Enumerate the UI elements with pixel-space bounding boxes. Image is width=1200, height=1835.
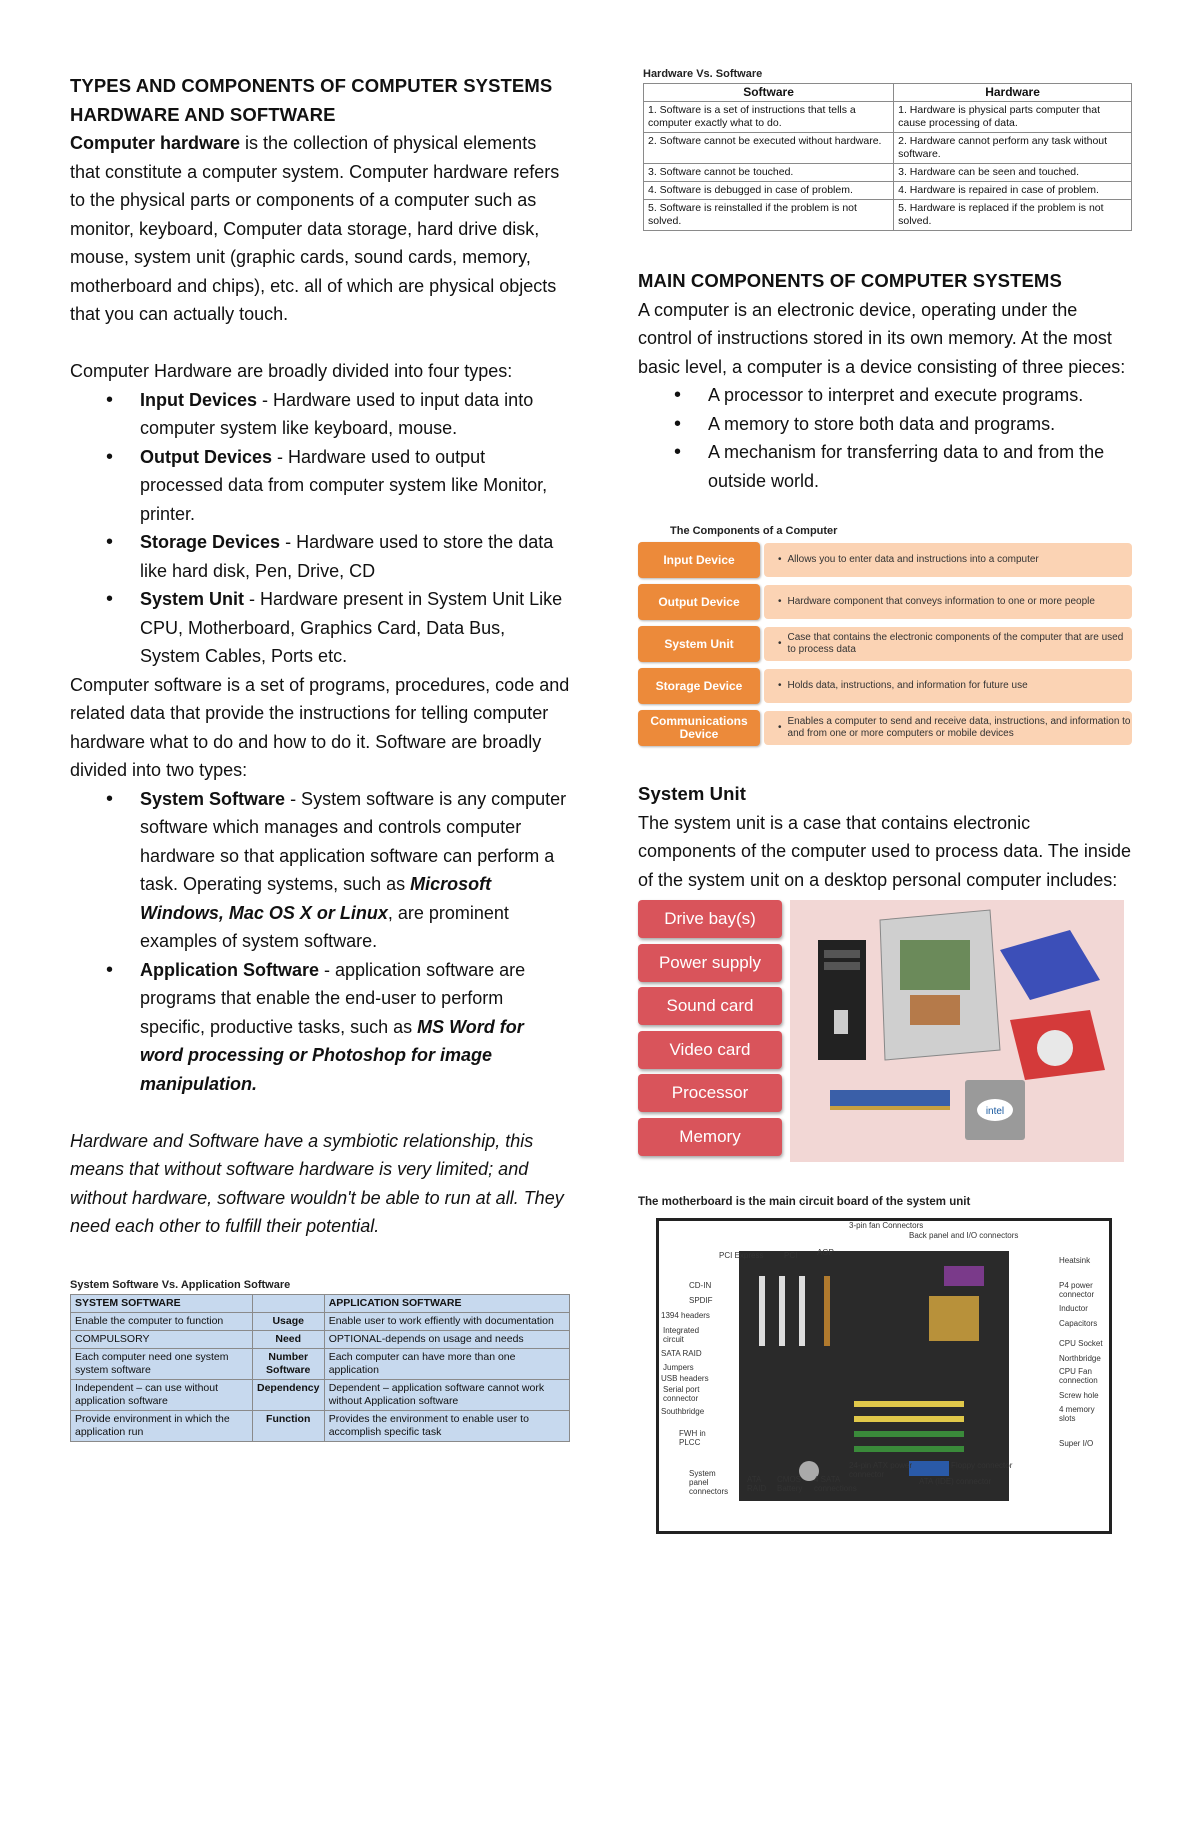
component-row	[638, 584, 1132, 620]
table-row	[71, 1379, 570, 1410]
system-unit-paragraph: The system unit is a case that contains electronic components of the computer used to process data. The inside of the system unit on a desktop personal computer includes:	[638, 812, 1131, 890]
list-item-term: Storage Devices	[140, 532, 281, 552]
component-name: System Unit	[638, 626, 760, 662]
table-cell: 3. Software cannot be touched.	[644, 164, 894, 182]
table-cell: Provides the environment to enable user to accomplish specific task	[324, 1410, 569, 1441]
table-row	[71, 1348, 570, 1379]
system-unit-photo	[790, 900, 1124, 1162]
list-item: • A mechanism for transferring data to and from the outside world.	[674, 438, 1132, 495]
memory-stick-shape	[830, 1090, 950, 1106]
mb-label: Back panel and I/O connectors	[909, 1231, 1019, 1240]
table-row	[71, 1330, 570, 1348]
mb-label: SATA RAID	[661, 1349, 702, 1358]
sound-card-shape	[1000, 930, 1100, 1000]
software-types-list	[106, 785, 570, 1099]
mb-label: 3-pin fan Connectors	[849, 1221, 924, 1230]
list-item	[106, 386, 570, 443]
table-row	[644, 133, 1132, 164]
table-cell: 1. Software is a set of instructions that tells a computer exactly what to do.	[644, 102, 894, 133]
right-column	[638, 68, 1132, 1534]
list-item	[106, 956, 570, 1099]
mb-label: ATA (IDE) connector	[919, 1477, 992, 1486]
table-cell: Number Software	[252, 1348, 324, 1379]
system-unit-item: Sound card	[638, 987, 782, 1025]
system-unit-title: System Unit	[638, 783, 747, 804]
component-desc: • Enables a computer to send and receive data, instructions, and information to and from one or more computers or mobile devices	[764, 711, 1132, 745]
table-cell: Dependent – application software cannot work without Application software	[324, 1379, 569, 1410]
symbiosis-paragraph: Hardware and Software have a symbiotic relationship, this means that without software hardware is very limited; and without hardware, software wouldn't be able to run at all. They need each other to fulfill their potential.	[70, 1130, 564, 1236]
mb-label: 1394 headers	[661, 1311, 710, 1320]
mb-label: 24-pin ATX power connector	[849, 1461, 912, 1479]
component-row	[638, 710, 1132, 746]
list-item	[106, 528, 570, 585]
table-caption: Hardware Vs. Software	[643, 68, 763, 80]
list-item-term: Application Software	[140, 959, 320, 980]
mb-label: Serial port connector	[663, 1385, 700, 1403]
list-item	[106, 785, 570, 956]
table-header-cell	[252, 1294, 324, 1312]
component-name: Storage Device	[638, 668, 760, 704]
system-unit-item: Memory	[638, 1118, 782, 1156]
main-components-list	[674, 381, 1132, 495]
mb-label: FWH in PLCC	[679, 1429, 706, 1447]
system-unit-item: Power supply	[638, 944, 782, 982]
table-header-row	[644, 84, 1132, 102]
table-cell: 4. Software is debugged in case of problem.	[644, 182, 894, 200]
mb-label: Inductor	[1059, 1304, 1088, 1313]
system-unit-graphic	[638, 900, 1132, 1162]
component-row	[638, 626, 1132, 662]
table-header-row	[71, 1294, 570, 1312]
hardware-definition-text: is the collection of physical elements that constitute a computer system. Computer hardware refers to the physical parts or components of a computer such as monitor, keyboard, Computer data storage, hard drive disk, mouse, system unit (graphic cards, sound cards, memory, motherboard and chips), etc. all of which are physical objects that you can actually touch.	[70, 133, 560, 324]
component-desc-text: Case that contains the electronic components of the computer that are used to process data	[787, 632, 1124, 655]
mb-label: CPU Fan connection	[1059, 1367, 1098, 1385]
hardware-vs-software-table	[643, 83, 1132, 231]
mb-label: Integrated circuit	[663, 1326, 700, 1344]
motherboard-figure	[656, 1218, 1112, 1534]
table-header-cell: Software	[644, 84, 894, 102]
system-unit-items	[638, 900, 782, 1162]
list-item: • A processor to interpret and execute programs.	[674, 381, 1132, 410]
table-cell: Dependency	[252, 1379, 324, 1410]
mb-label: System panel connectors	[689, 1469, 729, 1496]
list-item: • A memory to store both data and programs.	[674, 410, 1132, 439]
mb-label: CD-IN	[689, 1281, 712, 1290]
table-cell: Enable the computer to function	[71, 1312, 253, 1330]
list-item-emphasis: MS Word for word processing or Photoshop for image manipulation.	[140, 1016, 524, 1094]
list-item-desc: - application software are programs that enable the end-user to perform specific, productive tasks, such as	[140, 959, 526, 1037]
component-desc-text: Allows you to enter data and instructions into a computer	[787, 554, 1039, 565]
table-cell: COMPULSORY	[71, 1330, 253, 1348]
table-cell: 4. Hardware is repaired in case of problem.	[894, 182, 1132, 200]
mb-label: 4 memory slots	[1059, 1405, 1095, 1423]
hardware-definition	[70, 129, 570, 329]
list-item-term: Input Devices	[140, 389, 258, 410]
component-desc-text: Holds data, instructions, and information for future use	[787, 680, 1028, 691]
mb-label: P4 power connector	[1059, 1281, 1095, 1299]
mb-label: ATA RAID	[747, 1475, 767, 1493]
table-cell: 5. Software is reinstalled if the problem is not solved.	[644, 200, 894, 231]
table-cell: Each computer need one system system software	[71, 1348, 253, 1379]
component-desc: • Allows you to enter data and instructions into a computer	[764, 543, 1132, 577]
table-cell: 2. Hardware cannot perform any task without software.	[894, 133, 1132, 164]
table-row	[71, 1312, 570, 1330]
list-item-desc: - Hardware used to store the data like hard disk, Pen, Drive, CD	[140, 532, 554, 581]
table-row	[644, 102, 1132, 133]
table-cell: OPTIONAL-depends on usage and needs	[324, 1330, 569, 1348]
list-item-term: Output Devices	[140, 446, 273, 467]
software-definition: Computer software is a set of programs, procedures, code and related data that provide the instructions for telling computer hardware what to do and how to do it. Software are broadly divided into two types:	[70, 674, 570, 780]
system-vs-application-table-block	[70, 1279, 570, 1442]
table-row	[644, 182, 1132, 200]
page-title-2: HARDWARE AND SOFTWARE	[70, 103, 336, 125]
computer-parts-illustration	[790, 900, 1124, 1162]
table-row	[71, 1410, 570, 1441]
component-desc-text: Enables a computer to send and receive data, instructions, and information to and from one or more computers or mobile devices	[787, 716, 1131, 739]
list-item-desc: - Hardware used to input data into computer system like keyboard, mouse.	[140, 389, 534, 438]
mb-label: Super I/O	[1059, 1439, 1094, 1448]
svg-text:intel: intel	[985, 1106, 1005, 1117]
mb-label: Jumpers	[663, 1363, 694, 1372]
main-components-paragraph: A computer is an electronic device, operating under the control of instructions stored in its own memory. At the most basic level, a computer is a device consisting of three pieces:	[638, 299, 1126, 377]
table-header-cell: SYSTEM SOFTWARE	[71, 1294, 253, 1312]
list-item	[106, 585, 570, 671]
table-cell: Enable user to work effiently with documentation	[324, 1312, 569, 1330]
table-cell: 3. Hardware can be seen and touched.	[894, 164, 1132, 182]
mb-label: CMOS Battery	[777, 1475, 803, 1493]
components-diagram-title: The Components of a Computer	[670, 525, 838, 537]
table-cell: Function	[252, 1410, 324, 1441]
system-unit-item: Processor	[638, 1074, 782, 1112]
component-name: Output Device	[638, 584, 760, 620]
mb-label: Screw hole	[1059, 1391, 1099, 1400]
mb-label: AGP	[817, 1248, 834, 1257]
system-unit-item: Drive bay(s)	[638, 900, 782, 938]
list-item-desc: , are prominent examples of system software.	[140, 902, 509, 951]
mb-label: Capacitors	[1059, 1319, 1098, 1328]
list-item	[106, 443, 570, 529]
table-cell: 1. Hardware is physical parts computer that cause processing of data.	[894, 102, 1132, 133]
table-cell: Provide environment in which the application run	[71, 1410, 253, 1441]
motherboard-title: The motherboard is the main circuit board of the system unit	[638, 1196, 971, 1208]
list-item-desc: - Hardware used to output processed data from computer system like Monitor, printer.	[140, 446, 548, 524]
table-cell: Need	[252, 1330, 324, 1348]
table-header-cell: APPLICATION SOFTWARE	[324, 1294, 569, 1312]
hardware-types-list	[106, 386, 570, 671]
list-item-desc: - System software is any computer software which manages and controls computer hardware so that application software can perform a task. Operating systems, such as	[140, 788, 567, 894]
page-title-1: TYPES AND COMPONENTS OF COMPUTER SYSTEMS	[70, 75, 553, 96]
table-cell: 2. Software cannot be executed without hardware.	[644, 133, 894, 164]
left-column	[70, 72, 570, 1442]
table-cell: Each computer can have more than one application	[324, 1348, 569, 1379]
system-unit-item: Video card	[638, 1031, 782, 1069]
mb-label: PCI	[784, 1251, 798, 1260]
component-desc-text: Hardware component that conveys information to one or more people	[787, 596, 1095, 607]
mb-label: Northbridge	[1059, 1354, 1101, 1363]
component-name: Communications Device	[638, 710, 760, 746]
list-item-term: System Software	[140, 788, 286, 809]
list-item-term: System Unit	[140, 589, 245, 609]
table-cell: Usage	[252, 1312, 324, 1330]
component-row	[638, 668, 1132, 704]
component-desc: • Case that contains the electronic components of the computer that are used to process data	[764, 627, 1132, 661]
mb-label: PCI Express	[719, 1251, 764, 1260]
mb-label: Southbridge	[661, 1407, 705, 1416]
mb-label: Heatsink	[1059, 1256, 1091, 1265]
hardware-vs-software-table-block	[643, 68, 1132, 231]
table-caption: System Software Vs. Application Software	[70, 1278, 291, 1291]
system-vs-application-table	[70, 1294, 570, 1442]
component-desc: • Hardware component that conveys information to one or more people	[764, 585, 1132, 619]
table-header-cell: Hardware	[894, 84, 1132, 102]
mb-label: Floppy connector	[951, 1461, 1013, 1470]
mb-label: USB headers	[661, 1374, 709, 1383]
hardware-term: Computer hardware	[70, 133, 241, 153]
list-item-emphasis: Microsoft Windows, Mac OS X or Linux	[140, 874, 492, 923]
mb-label: SPDIF	[689, 1296, 713, 1305]
hardware-types-intro: Computer Hardware are broadly divided into four types:	[70, 361, 513, 381]
mb-label: CPU Socket	[1059, 1339, 1103, 1348]
mb-label: 4 SATA connections	[814, 1475, 857, 1493]
components-diagram	[638, 525, 1132, 746]
component-desc: • Holds data, instructions, and information for future use	[764, 669, 1132, 703]
list-item-desc: - Hardware present in System Unit Like CPU, Motherboard, Graphics Card, Data Bus, System Cables, Ports etc.	[140, 589, 563, 666]
table-row	[644, 200, 1132, 231]
table-cell: Independent – can use without application software	[71, 1379, 253, 1410]
component-row	[638, 542, 1132, 578]
main-components-title: MAIN COMPONENTS OF COMPUTER SYSTEMS	[638, 270, 1062, 291]
component-name: Input Device	[638, 542, 760, 578]
table-cell: 5. Hardware is replaced if the problem is not solved.	[894, 200, 1132, 231]
table-row	[644, 164, 1132, 182]
